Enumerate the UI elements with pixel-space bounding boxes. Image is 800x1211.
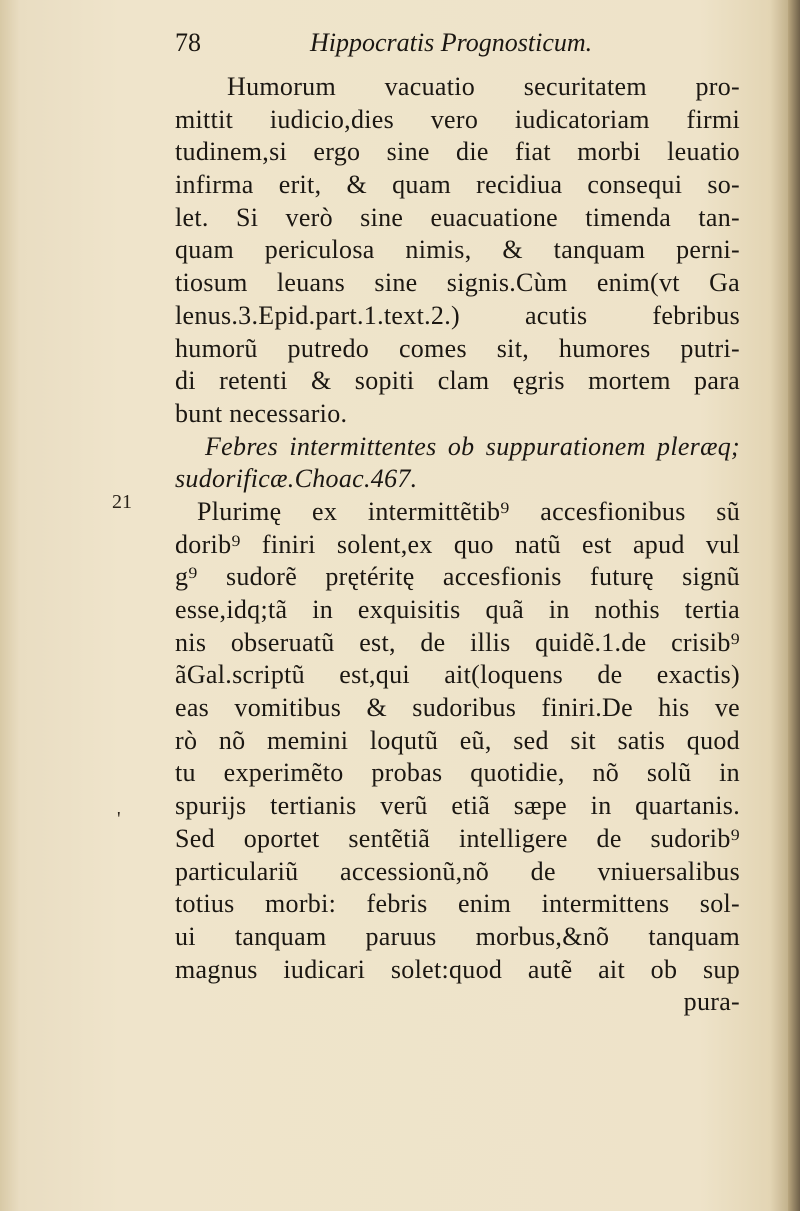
text-line: spurijs tertianis verũ etiã sæpe in quartanis. — [175, 791, 740, 821]
text-line: mittit iudicio,dies vero iudicatoriam firmi — [175, 104, 740, 134]
text-line: eas vomitibus & sudoribus finiri.De his ve — [175, 693, 740, 723]
page-header — [175, 28, 735, 68]
text-line: particulariũ accessionũ,nõ de vniuersalibus — [175, 856, 740, 886]
section-heading-line: sudorificæ.Choac.467. — [175, 464, 418, 494]
catchword: pura- — [683, 987, 740, 1017]
text-line: infirma erit, & quam recidiua consequi so- — [175, 170, 740, 200]
text-line: ui tanquam paruus morbus,&nõ tanquam — [175, 921, 740, 951]
text-line: humorũ putredo comes sit, humores putri- — [175, 333, 740, 363]
text-line: di retenti & sopiti clam ęgris mortem para — [175, 366, 740, 396]
text-line: quam periculosa nimis, & tanquam perni- — [175, 235, 740, 265]
page-number: 78 — [175, 28, 201, 57]
text-line: esse,idq;tã in exquisitis quã in nothis tertia — [175, 595, 740, 624]
text-line: bunt necessario. — [175, 398, 348, 428]
text-line: nis obseruatũ est, de illis quidẽ.1.de crisib⁹ — [175, 627, 740, 657]
text-line: ãGal.scriptũ est,qui ait(loquens de exactis) — [175, 660, 740, 690]
text-line: magnus iudicari solet:quod autẽ ait ob sup — [175, 954, 740, 984]
text-line: tu experimẽto probas quotidie, nõ solũ in — [175, 758, 740, 788]
text-line: tudinem,si ergo sine die fiat morbi leuatio — [175, 137, 740, 167]
section-heading-line: Febres intermittentes ob suppurationem pleræq; — [205, 431, 740, 461]
text-line: let. Si verò sine euacuatione timenda tan- — [175, 202, 740, 232]
running-title: Hippocratis Prognosticum. — [310, 28, 593, 57]
text-line: dorib⁹ finiri solent,ex quo natũ est apud vul — [175, 529, 740, 559]
text-line: Sed oportet sentẽtiã intelligere de sudorib⁹ — [175, 823, 740, 853]
text-line: totius morbi: febris enim intermittens sol- — [175, 889, 740, 919]
page-edge-shadow — [788, 0, 800, 1211]
margin-tick-mark: ' — [117, 808, 121, 830]
text-line: Humorum vacuatio securitatem pro- — [227, 72, 740, 101]
margin-note-section-number: 21 — [112, 491, 132, 513]
text-line: tiosum leuans sine signis.Cùm enim(vt Ga — [175, 268, 740, 298]
text-line: lenus.3.Epid.part.1.text.2.) acutis febribus — [175, 300, 740, 330]
text-line: g⁹ sudorẽ prętéritę accesfionis futurę signũ — [175, 562, 740, 592]
body-text — [175, 71, 740, 1019]
text-line: rò nõ memini loqutũ eũ, sed sit satis quod — [175, 725, 740, 755]
text-line: Plurimę ex intermittẽtib⁹ accesfionibus sũ — [197, 496, 740, 526]
